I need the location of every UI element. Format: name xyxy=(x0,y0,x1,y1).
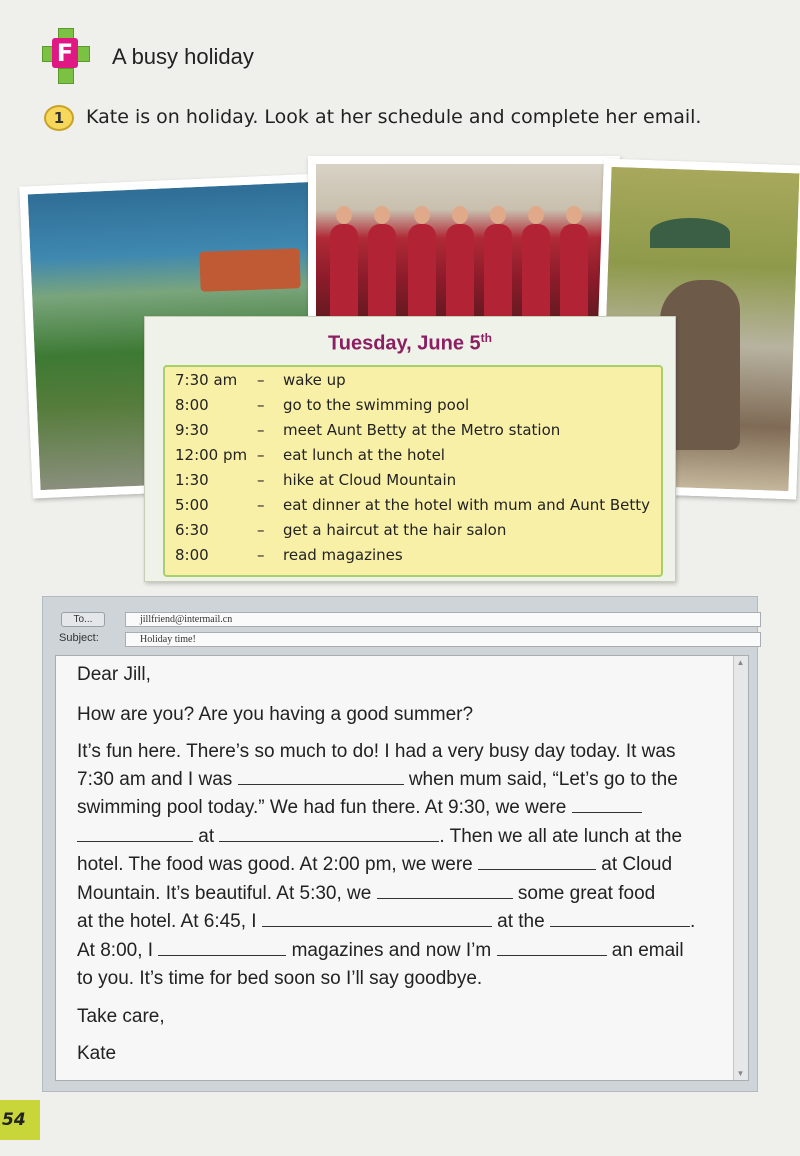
schedule-list xyxy=(163,365,663,577)
email-line: at the hotel. At 6:45, I at the . xyxy=(77,911,696,932)
answer-blank[interactable] xyxy=(572,811,642,813)
schedule-row: 8:00 – read magazines xyxy=(175,546,403,564)
schedule-row: 8:00 – go to the swimming pool xyxy=(175,396,470,414)
subject-label: Subject: xyxy=(59,632,99,644)
email-line: Mountain. It’s beautiful. At 5:30, we some great food xyxy=(77,883,656,904)
email-line: hotel. The food was good. At 2:00 pm, we were at Cloud xyxy=(77,854,673,875)
schedule-row: 6:30 – get a haircut at the hair salon xyxy=(175,521,507,539)
email-line: 7:30 am and I was when mum said, “Let’s go to the xyxy=(77,769,678,790)
resort-roof-shape xyxy=(199,248,300,291)
schedule-row: 12:00 pm – eat lunch at the hotel xyxy=(175,446,445,464)
section-title: A busy holiday xyxy=(112,44,254,69)
schedule-card xyxy=(144,316,676,582)
carriage-umbrella-shape xyxy=(650,218,730,248)
subject-field[interactable]: Holiday time! xyxy=(125,632,761,647)
scrollbar[interactable] xyxy=(733,656,748,1080)
answer-blank[interactable] xyxy=(478,868,596,870)
email-line: It’s fun here. There’s so much to do! I had a very busy day today. It was xyxy=(77,741,676,762)
email-question: How are you? Are you having a good summer? xyxy=(77,704,474,725)
answer-blank[interactable] xyxy=(219,840,439,842)
email-line: At 8:00, I magazines and now I’m an email xyxy=(77,940,684,961)
email-line: to you. It’s time for bed soon so I’ll say goodbye. xyxy=(77,968,483,989)
schedule-row: 9:30 – meet Aunt Betty at the Metro station xyxy=(175,421,561,439)
answer-blank[interactable] xyxy=(238,783,404,785)
email-line: at . Then we all ate lunch at the xyxy=(77,826,682,848)
task-number-badge: 1 xyxy=(44,105,74,131)
to-button[interactable]: To... xyxy=(61,612,105,627)
answer-blank[interactable] xyxy=(377,897,513,899)
answer-blank[interactable] xyxy=(262,925,492,927)
scroll-up-icon[interactable]: ▲ xyxy=(736,658,745,667)
answer-blank[interactable] xyxy=(158,954,286,956)
section-badge xyxy=(42,28,88,84)
scroll-down-icon[interactable]: ▼ xyxy=(736,1069,745,1078)
email-signature: Kate xyxy=(77,1043,117,1064)
page-number: 54 xyxy=(0,1100,40,1140)
email-window xyxy=(42,596,758,1092)
answer-blank[interactable] xyxy=(550,925,690,927)
email-closing: Take care, xyxy=(77,1006,165,1027)
to-field[interactable]: jillfriend@intermail.cn xyxy=(125,612,761,627)
task-instruction: Kate is on holiday. Look at her schedule and complete her email. xyxy=(86,106,702,128)
email-body[interactable] xyxy=(55,655,749,1081)
answer-blank[interactable] xyxy=(497,954,607,956)
schedule-row: 7:30 am – wake up xyxy=(175,371,346,389)
answer-blank[interactable] xyxy=(77,840,193,842)
email-greeting: Dear Jill, xyxy=(77,664,151,685)
email-line: swimming pool today.” We had fun there. At 9:30, we were xyxy=(77,797,642,819)
schedule-row: 5:00 – eat dinner at the hotel with mum and Aunt Betty xyxy=(175,496,651,514)
schedule-title: Tuesday, June 5th xyxy=(328,331,492,355)
badge-letter: F xyxy=(52,38,78,68)
dancers-photo xyxy=(308,156,620,336)
schedule-row: 1:30 – hike at Cloud Mountain xyxy=(175,471,457,489)
